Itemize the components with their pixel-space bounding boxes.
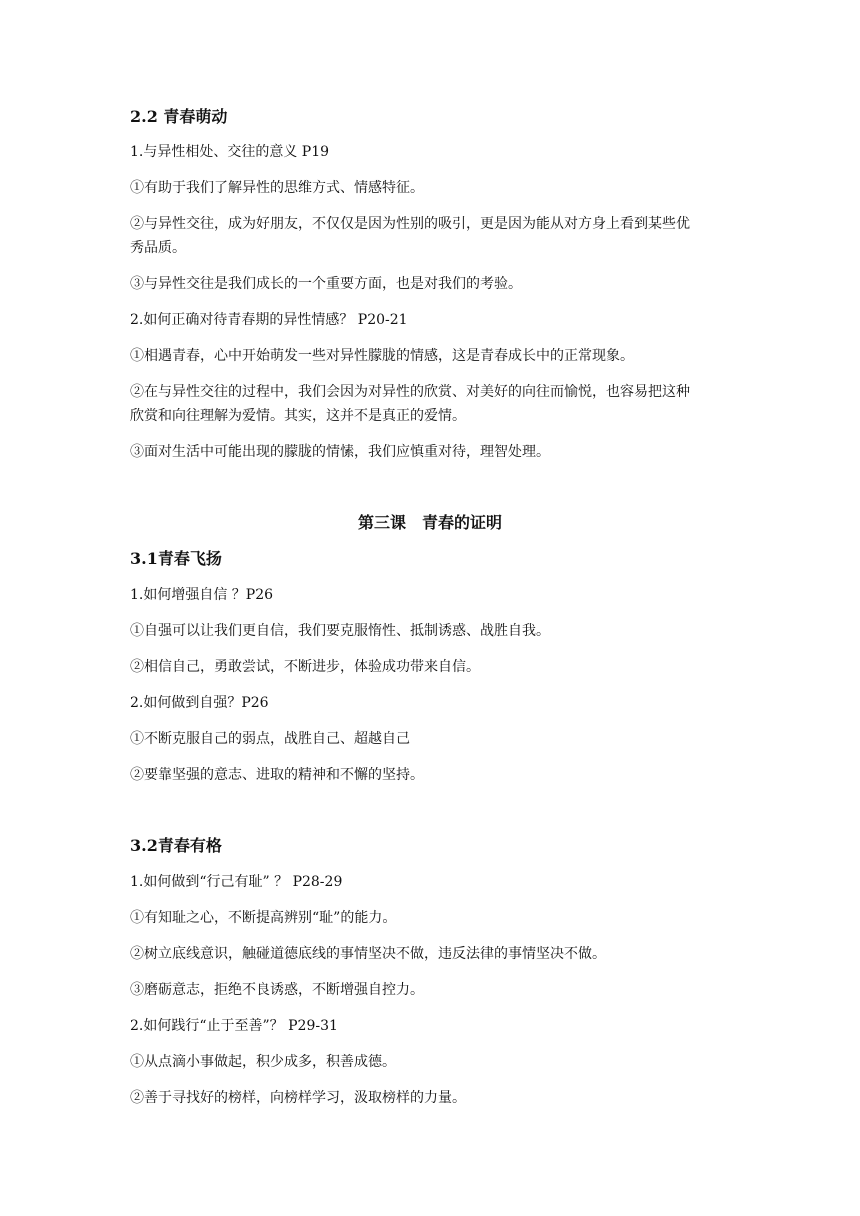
answer-item-continued: 欣赏和向往理解为爱情。其实，这并不是真正的爱情。 — [130, 408, 466, 424]
answer-item: ①自强可以让我们更自信，我们要克服惰性、抵制诱惑、战胜自我。 — [130, 623, 550, 639]
answer-item: ①不断克服自己的弱点，战胜自己、超越自己 — [130, 731, 410, 747]
answer-item-continued: 秀品质。 — [130, 240, 186, 256]
answer-item: ③磨砺意志，拒绝不良诱惑，不断增强自控力。 — [130, 982, 424, 998]
lesson-title: 第三课 青春的证明 — [357, 513, 502, 532]
question-2-2-1: 1.与异性相处、交往的意义 P19 — [130, 144, 330, 160]
answer-item: ②树立底线意识，触碰道德底线的事情坚决不做，违反法律的事情坚决不做。 — [130, 946, 606, 962]
answer-item: ③面对生活中可能出现的朦胧的情愫，我们应慎重对待，理智处理。 — [130, 444, 550, 460]
question-3-2-2: 2.如何践行“止于至善”？ P29-31 — [130, 1018, 338, 1034]
answer-item: ②在与异性交往的过程中，我们会因为对异性的欣赏、对美好的向往而愉悦，也容易把这种 — [130, 384, 690, 400]
question-3-2-1: 1.如何做到“行己有耻” ？ P28-29 — [130, 874, 343, 890]
answer-item: ①有知耻之心，不断提高辨别“耻”的能力。 — [130, 910, 397, 926]
section-heading-2-2: 2.2 青春萌动 — [130, 107, 228, 126]
question-3-1-1: 1.如何增强自信 ？P26 — [130, 587, 274, 603]
section-heading-3-1: 3.1青春飞扬 — [130, 549, 222, 568]
answer-item: ①相遇青春，心中开始萌发一些对异性朦胧的情感，这是青春成长中的正常现象。 — [130, 348, 634, 364]
answer-item: ②与异性交往，成为好朋友，不仅仅是因为性别的吸引，更是因为能从对方身上看到某些优 — [130, 216, 690, 232]
answer-item: ③与异性交往是我们成长的一个重要方面，也是对我们的考验。 — [130, 276, 522, 292]
answer-item: ①有助于我们了解异性的思维方式、情感特征。 — [130, 180, 424, 196]
question-2-2-2: 2.如何正确对待青春期的异性情感？ P20-21 — [130, 312, 408, 328]
question-3-1-2: 2.如何做到自强？P26 — [130, 695, 269, 711]
section-heading-3-2: 3.2青春有格 — [130, 836, 222, 855]
answer-item: ①从点滴小事做起，积少成多，积善成德。 — [130, 1054, 396, 1070]
answer-item: ②相信自己，勇敢尝试，不断进步，体验成功带来自信。 — [130, 659, 480, 675]
answer-item: ②善于寻找好的榜样，向榜样学习，汲取榜样的力量。 — [130, 1090, 466, 1106]
answer-item: ②要靠坚强的意志、进取的精神和不懈的坚持。 — [130, 767, 424, 783]
